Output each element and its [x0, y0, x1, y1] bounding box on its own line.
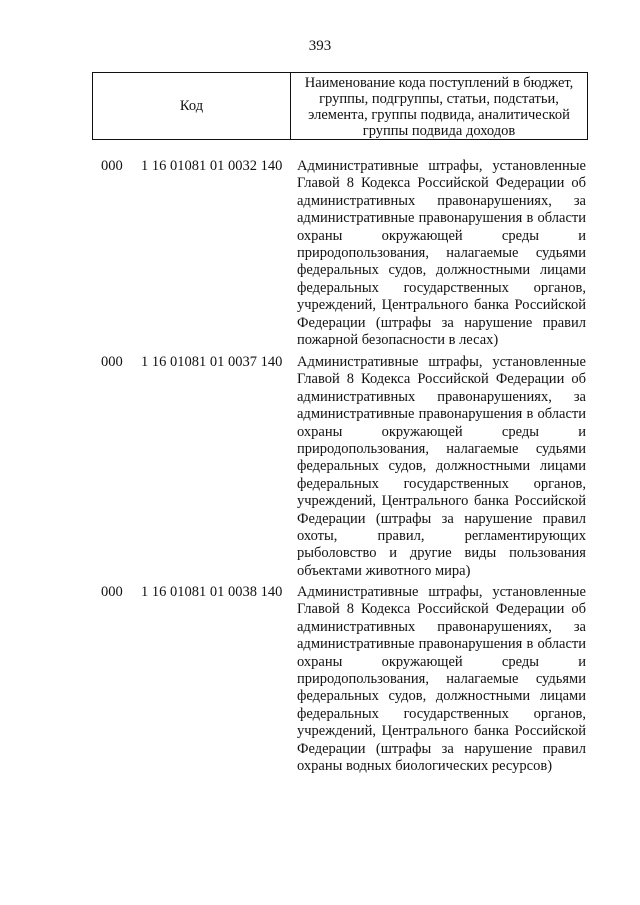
- description-line: федеральных государственных органов,: [297, 475, 586, 492]
- description-line: административных правонарушениях, за: [297, 192, 586, 209]
- description-line: Федерации (штрафы за нарушение правил: [297, 510, 586, 527]
- description-line: природопользования, налагаемые судьями: [297, 244, 586, 261]
- budget-code: 1 16 01081 01 0037 140: [141, 354, 283, 370]
- revenue-description: [297, 354, 586, 580]
- description-line: учреждений, Центрального банка Российской: [297, 493, 586, 510]
- description-line: административные правонарушения в области: [297, 210, 586, 227]
- description-line: Главой 8 Кодекса Российской Федерации об: [297, 371, 586, 388]
- description-line: рыболовство и другие виды пользования: [297, 545, 586, 562]
- description-line: Административные штрафы, установленные: [297, 584, 586, 600]
- header-name-line: группы подвида доходов: [362, 123, 516, 139]
- description-line: природопользования, налагаемые судьями: [297, 670, 586, 687]
- budget-code: 1 16 01081 01 0032 140: [141, 158, 283, 174]
- table-header: [92, 72, 588, 140]
- description-line: Главой 8 Кодекса Российской Федерации об: [297, 175, 586, 192]
- description-line: охраны водных биологических ресурсов): [297, 757, 553, 774]
- description-line: объектами животного мира): [297, 562, 471, 579]
- budget-code: 1 16 01081 01 0038 140: [141, 584, 283, 600]
- description-line: Федерации (штрафы за нарушение правил: [297, 740, 586, 757]
- description-line: федеральных судов, должностными лицами: [297, 688, 586, 705]
- description-line: административных правонарушениях, за: [297, 388, 586, 405]
- description-line: административные правонарушения в области: [297, 636, 586, 653]
- page-number: 393: [308, 38, 332, 54]
- description-line: федеральных судов, должностными лицами: [297, 458, 586, 475]
- description-line: природопользования, налагаемые судьями: [297, 440, 586, 457]
- header-name-line: элемента, группы подвида, аналитической: [308, 107, 570, 123]
- description-line: административные правонарушения в области: [297, 406, 586, 423]
- revenue-description: [297, 584, 586, 775]
- description-line: охраны окружающей среды и: [297, 423, 586, 440]
- header-name-cell: [291, 73, 587, 139]
- description-line: Федерации (штрафы за нарушение правил: [297, 314, 586, 331]
- description-line: учреждений, Центрального банка Российской: [297, 723, 586, 740]
- admin-code: 000: [101, 584, 123, 600]
- description-line: Административные штрафы, установленные: [297, 354, 586, 370]
- description-line: охраны окружающей среды и: [297, 653, 586, 670]
- revenue-description: [297, 158, 586, 349]
- description-line: охраны окружающей среды и: [297, 227, 586, 244]
- admin-code: 000: [101, 158, 123, 174]
- header-code-cell: Код: [93, 73, 291, 139]
- header-name-line: Наименование кода поступлений в бюджет,: [304, 75, 574, 91]
- description-line: административных правонарушениях, за: [297, 618, 586, 635]
- header-name-line: группы, подгруппы, статьи, подстатьи,: [319, 91, 559, 107]
- description-line: пожарной безопасности в лесах): [297, 331, 499, 348]
- description-line: федеральных государственных органов,: [297, 279, 586, 296]
- description-line: федеральных государственных органов,: [297, 705, 586, 722]
- description-line: учреждений, Центрального банка Российской: [297, 297, 586, 314]
- description-line: Административные штрафы, установленные: [297, 158, 586, 174]
- description-line: Главой 8 Кодекса Российской Федерации об: [297, 601, 586, 618]
- description-line: охоты, правил, регламентирующих: [297, 527, 586, 544]
- description-line: федеральных судов, должностными лицами: [297, 262, 586, 279]
- admin-code: 000: [101, 354, 123, 370]
